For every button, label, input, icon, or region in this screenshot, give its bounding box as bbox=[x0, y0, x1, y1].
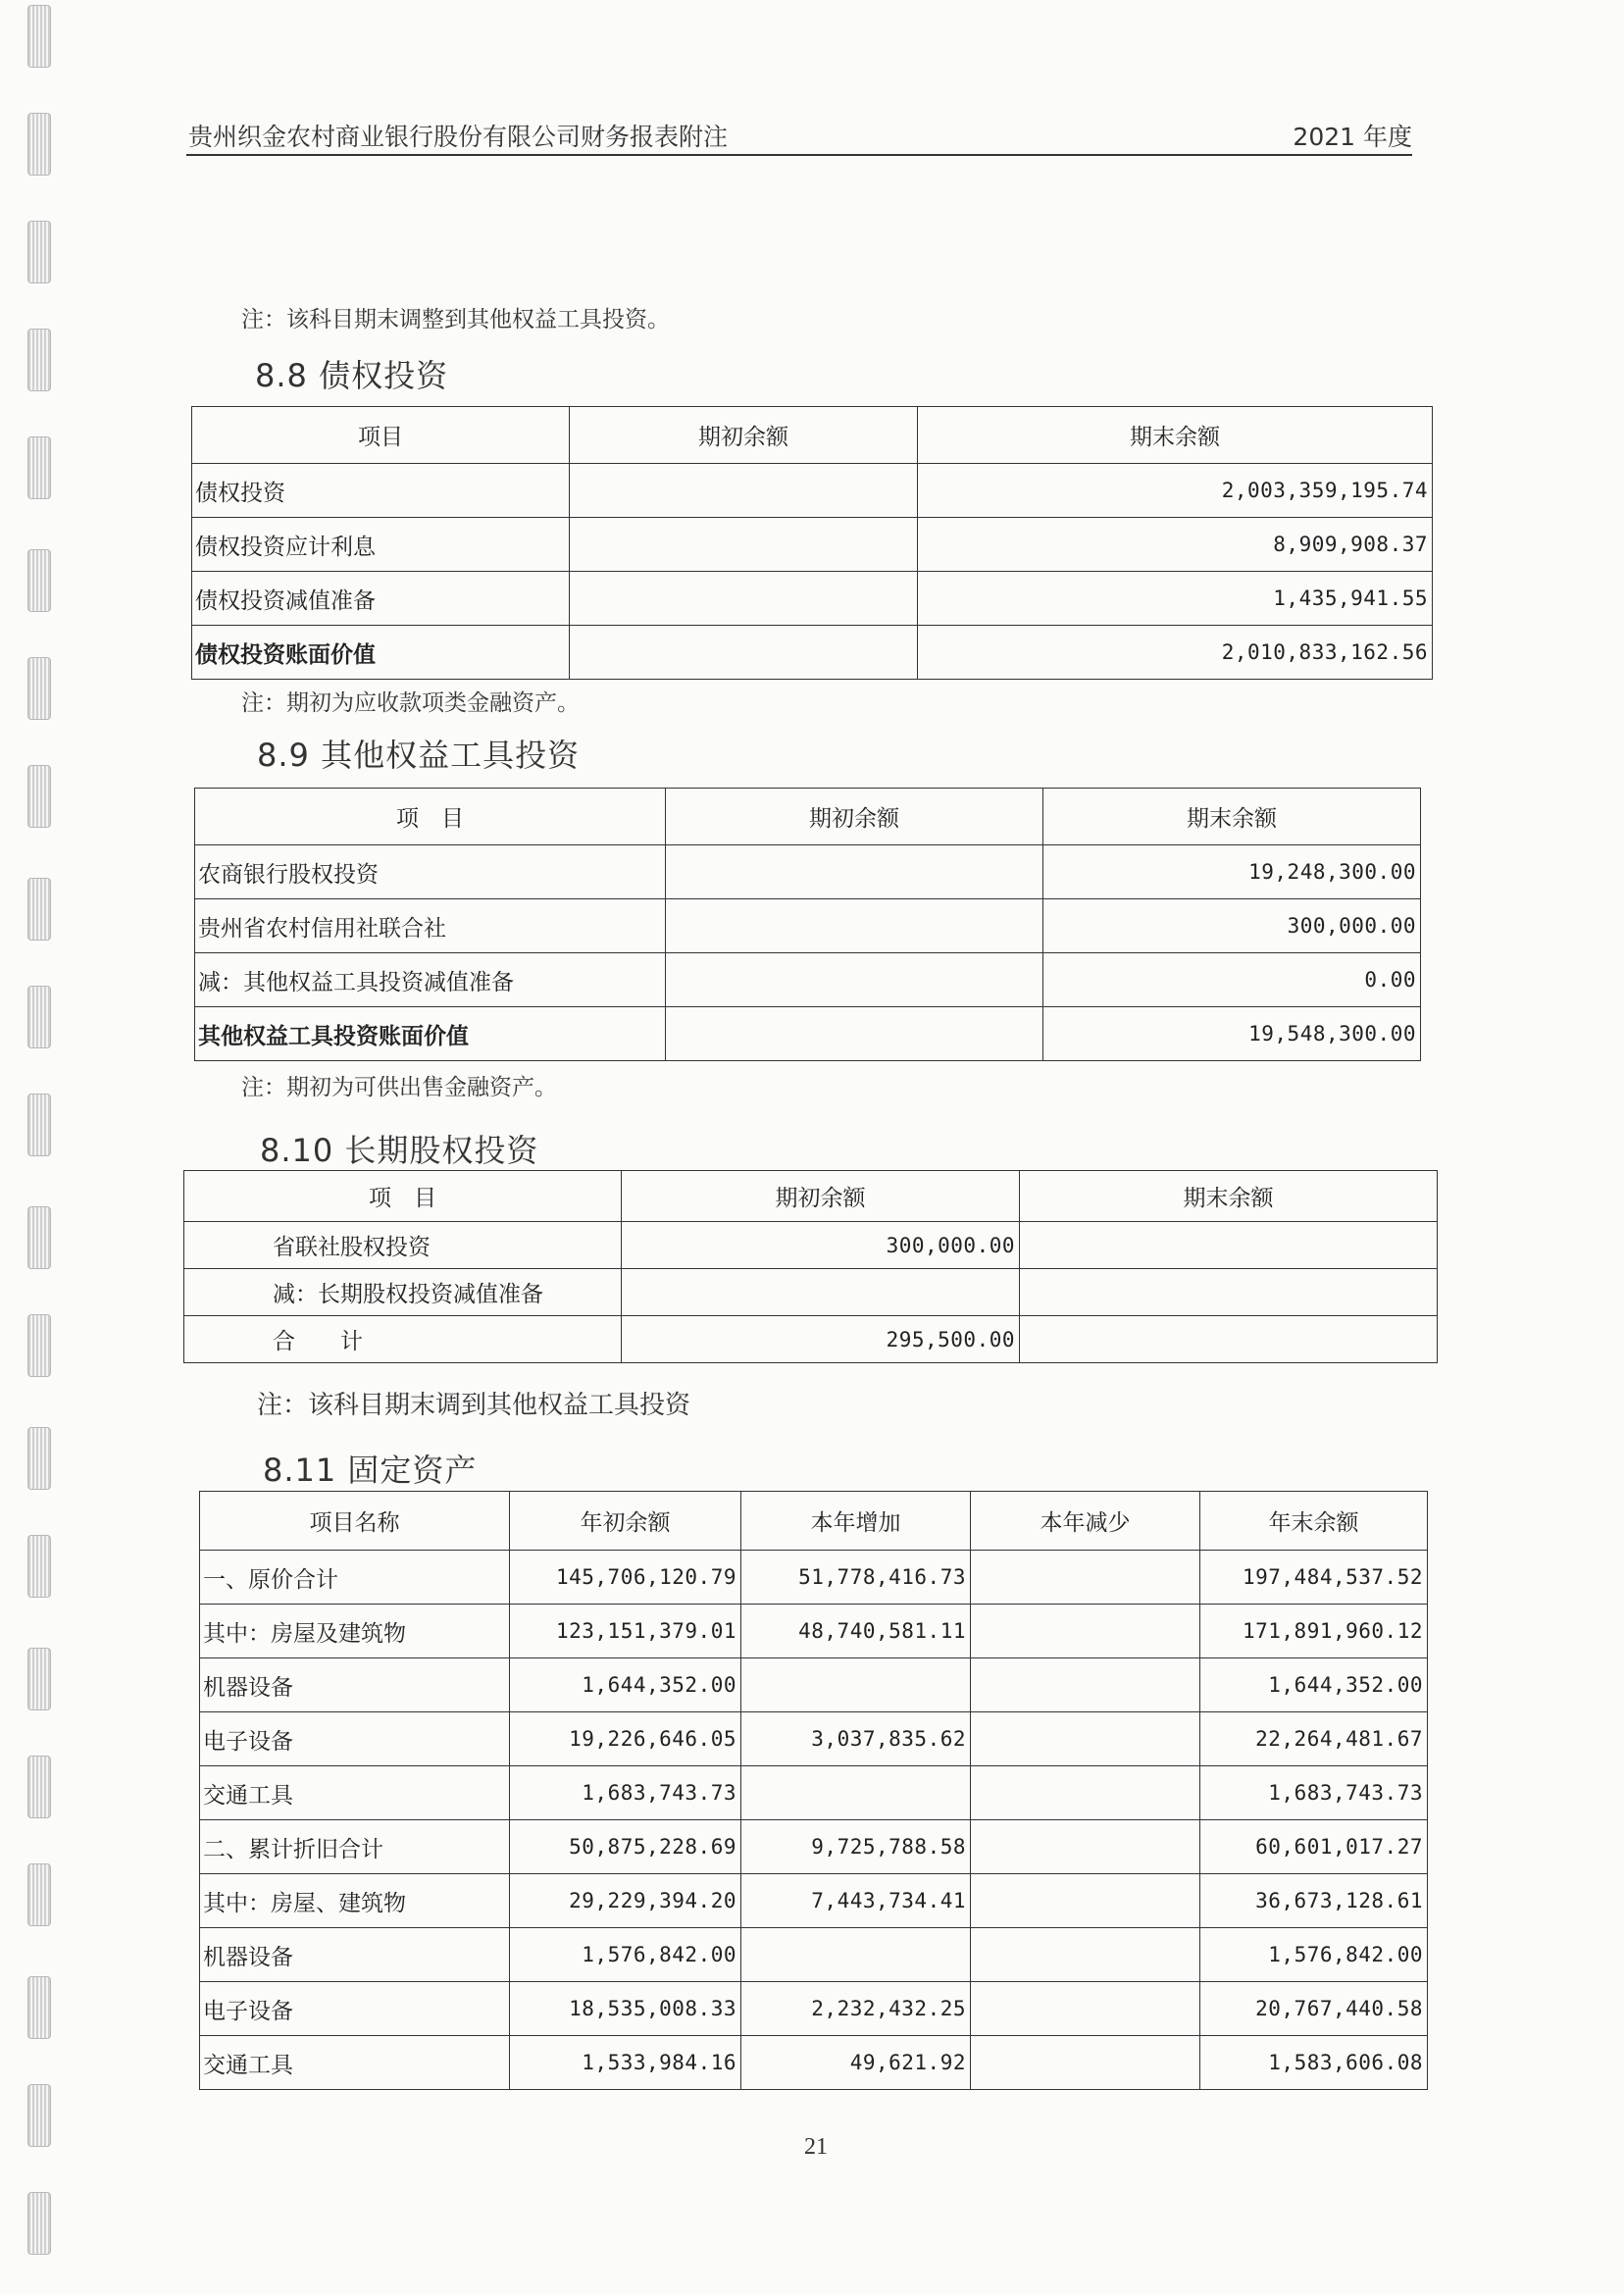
cell-decrease bbox=[971, 2036, 1200, 2090]
cell-decrease bbox=[971, 1658, 1200, 1712]
cell-begin bbox=[622, 1269, 1020, 1316]
table-row bbox=[192, 518, 1433, 572]
cell-begin: 1,533,984.16 bbox=[510, 2036, 741, 2090]
cell-decrease bbox=[971, 1982, 1200, 2036]
row-label: 债权投资 bbox=[192, 464, 570, 518]
row-label: 交通工具 bbox=[200, 1766, 510, 1820]
cell-end: 171,891,960.12 bbox=[1200, 1605, 1428, 1658]
binding-hole bbox=[27, 657, 51, 720]
report-header-year: 2021 年度 bbox=[1293, 123, 1412, 151]
cell-increase: 49,621.92 bbox=[741, 2036, 971, 2090]
cell-begin: 19,226,646.05 bbox=[510, 1712, 741, 1766]
cell-end: 197,484,537.52 bbox=[1200, 1551, 1428, 1605]
column-header: 项 目 bbox=[195, 789, 666, 845]
table-row bbox=[200, 1658, 1428, 1712]
binding-hole bbox=[27, 986, 51, 1048]
row-label: 合 计 bbox=[184, 1316, 622, 1363]
column-header: 项目名称 bbox=[200, 1492, 510, 1551]
row-label: 减：长期股权投资减值准备 bbox=[184, 1269, 622, 1316]
cell-end: 19,548,300.00 bbox=[1043, 1007, 1421, 1061]
binding-hole bbox=[27, 1427, 51, 1490]
cell-increase bbox=[741, 1658, 971, 1712]
table-row bbox=[200, 1928, 1428, 1982]
cell-end: 300,000.00 bbox=[1043, 899, 1421, 953]
cell-begin bbox=[666, 1007, 1043, 1061]
binding-hole bbox=[27, 1756, 51, 1818]
table-row bbox=[192, 572, 1433, 626]
cell-begin: 1,576,842.00 bbox=[510, 1928, 741, 1982]
cell-begin bbox=[570, 572, 918, 626]
cell-increase bbox=[741, 1766, 971, 1820]
table-row bbox=[200, 1820, 1428, 1874]
cell-begin: 50,875,228.69 bbox=[510, 1820, 741, 1874]
cell-end bbox=[1020, 1222, 1438, 1269]
cell-begin bbox=[570, 464, 918, 518]
table-long-term-equity-investment bbox=[183, 1170, 1438, 1363]
binding-hole bbox=[27, 2084, 51, 2147]
binding-hole bbox=[27, 1314, 51, 1377]
cell-end: 19,248,300.00 bbox=[1043, 845, 1421, 899]
cell-end: 1,435,941.55 bbox=[918, 572, 1433, 626]
table-row bbox=[200, 1551, 1428, 1605]
cell-end: 1,576,842.00 bbox=[1200, 1928, 1428, 1982]
column-header: 期末余额 bbox=[1020, 1171, 1438, 1222]
table-debt-investment bbox=[191, 406, 1433, 680]
cell-begin: 295,500.00 bbox=[622, 1316, 1020, 1363]
cell-end: 20,767,440.58 bbox=[1200, 1982, 1428, 2036]
binding-hole bbox=[27, 1206, 51, 1269]
section-title-8-10: 8.10 长期股权投资 bbox=[260, 1132, 539, 1169]
cell-begin bbox=[570, 626, 918, 680]
table-fixed-assets bbox=[199, 1491, 1428, 2090]
cell-end: 1,683,743.73 bbox=[1200, 1766, 1428, 1820]
binding-hole bbox=[27, 221, 51, 283]
table-row bbox=[200, 1766, 1428, 1820]
binding-hole bbox=[27, 1648, 51, 1710]
cell-end bbox=[1020, 1316, 1438, 1363]
cell-decrease bbox=[971, 1766, 1200, 1820]
binding-holes bbox=[27, 0, 57, 2294]
row-label: 债权投资减值准备 bbox=[192, 572, 570, 626]
column-header: 项 目 bbox=[184, 1171, 622, 1222]
cell-begin bbox=[666, 953, 1043, 1007]
table-row bbox=[184, 1269, 1438, 1316]
cell-increase: 2,232,432.25 bbox=[741, 1982, 971, 2036]
table-row bbox=[200, 1874, 1428, 1928]
header-divider bbox=[186, 154, 1412, 156]
table-row bbox=[200, 1712, 1428, 1766]
cell-end: 1,644,352.00 bbox=[1200, 1658, 1428, 1712]
table-row bbox=[192, 464, 1433, 518]
cell-begin bbox=[570, 518, 918, 572]
cell-begin: 29,229,394.20 bbox=[510, 1874, 741, 1928]
row-label: 电子设备 bbox=[200, 1712, 510, 1766]
cell-end: 22,264,481.67 bbox=[1200, 1712, 1428, 1766]
column-header: 期初余额 bbox=[622, 1171, 1020, 1222]
column-header: 期初余额 bbox=[570, 407, 918, 464]
cell-end bbox=[1020, 1269, 1438, 1316]
row-label: 债权投资账面价值 bbox=[192, 626, 570, 680]
row-label: 电子设备 bbox=[200, 1982, 510, 2036]
table-row bbox=[195, 899, 1421, 953]
report-header-title: 贵州织金农村商业银行股份有限公司财务报表附注 bbox=[188, 123, 729, 151]
binding-hole bbox=[27, 436, 51, 499]
binding-hole bbox=[27, 329, 51, 391]
table-row bbox=[195, 953, 1421, 1007]
cell-end: 60,601,017.27 bbox=[1200, 1820, 1428, 1874]
cell-end: 2,010,833,162.56 bbox=[918, 626, 1433, 680]
row-label: 其中：房屋及建筑物 bbox=[200, 1605, 510, 1658]
table-other-equity-investment bbox=[194, 788, 1421, 1061]
note-8-8: 注：期初为应收款项类金融资产。 bbox=[241, 690, 580, 716]
row-label: 减：其他权益工具投资减值准备 bbox=[195, 953, 666, 1007]
binding-hole bbox=[27, 765, 51, 828]
table-row bbox=[200, 2036, 1428, 2090]
cell-increase: 48,740,581.11 bbox=[741, 1605, 971, 1658]
row-label: 农商银行股权投资 bbox=[195, 845, 666, 899]
cell-increase: 7,443,734.41 bbox=[741, 1874, 971, 1928]
column-header: 项目 bbox=[192, 407, 570, 464]
binding-hole bbox=[27, 5, 51, 68]
cell-begin: 145,706,120.79 bbox=[510, 1551, 741, 1605]
cell-decrease bbox=[971, 1551, 1200, 1605]
cell-begin bbox=[666, 899, 1043, 953]
row-label: 债权投资应计利息 bbox=[192, 518, 570, 572]
table-row bbox=[200, 1605, 1428, 1658]
cell-increase: 3,037,835.62 bbox=[741, 1712, 971, 1766]
cell-begin: 18,535,008.33 bbox=[510, 1982, 741, 2036]
column-header: 期末余额 bbox=[1043, 789, 1421, 845]
section-title-8-8: 8.8 债权投资 bbox=[255, 357, 449, 394]
row-label: 二、累计折旧合计 bbox=[200, 1820, 510, 1874]
cell-decrease bbox=[971, 1605, 1200, 1658]
cell-decrease bbox=[971, 1712, 1200, 1766]
row-label: 一、原价合计 bbox=[200, 1551, 510, 1605]
binding-hole bbox=[27, 549, 51, 612]
binding-hole bbox=[27, 1863, 51, 1926]
cell-begin: 1,683,743.73 bbox=[510, 1766, 741, 1820]
binding-hole bbox=[27, 1535, 51, 1598]
section-title-8-11: 8.11 固定资产 bbox=[263, 1452, 478, 1489]
row-label: 机器设备 bbox=[200, 1928, 510, 1982]
column-header: 期初余额 bbox=[666, 789, 1043, 845]
row-label: 其中：房屋、建筑物 bbox=[200, 1874, 510, 1928]
binding-hole bbox=[27, 1094, 51, 1156]
table-row bbox=[184, 1316, 1438, 1363]
table-row bbox=[195, 845, 1421, 899]
row-label: 机器设备 bbox=[200, 1658, 510, 1712]
row-label: 省联社股权投资 bbox=[184, 1222, 622, 1269]
column-header: 年末余额 bbox=[1200, 1492, 1428, 1551]
cell-begin: 300,000.00 bbox=[622, 1222, 1020, 1269]
table-row bbox=[184, 1222, 1438, 1269]
cell-end: 8,909,908.37 bbox=[918, 518, 1433, 572]
column-header: 年初余额 bbox=[510, 1492, 741, 1551]
binding-hole bbox=[27, 2192, 51, 2255]
cell-increase: 9,725,788.58 bbox=[741, 1820, 971, 1874]
column-header: 期末余额 bbox=[918, 407, 1433, 464]
binding-hole bbox=[27, 1976, 51, 2039]
note-top: 注：该科目期末调整到其他权益工具投资。 bbox=[241, 307, 670, 332]
note-8-9: 注：期初为可供出售金融资产。 bbox=[241, 1075, 557, 1100]
table-row bbox=[192, 626, 1433, 680]
cell-begin: 1,644,352.00 bbox=[510, 1658, 741, 1712]
cell-begin: 123,151,379.01 bbox=[510, 1605, 741, 1658]
table-row bbox=[200, 1982, 1428, 2036]
binding-hole bbox=[27, 113, 51, 176]
section-title-8-9: 8.9 其他权益工具投资 bbox=[257, 737, 581, 774]
column-header: 本年增加 bbox=[741, 1492, 971, 1551]
cell-decrease bbox=[971, 1820, 1200, 1874]
cell-increase: 51,778,416.73 bbox=[741, 1551, 971, 1605]
column-header: 本年减少 bbox=[971, 1492, 1200, 1551]
table-row bbox=[195, 1007, 1421, 1061]
row-label: 交通工具 bbox=[200, 2036, 510, 2090]
row-label: 贵州省农村信用社联合社 bbox=[195, 899, 666, 953]
cell-end: 0.00 bbox=[1043, 953, 1421, 1007]
cell-begin bbox=[666, 845, 1043, 899]
cell-end: 1,583,606.08 bbox=[1200, 2036, 1428, 2090]
cell-increase bbox=[741, 1928, 971, 1982]
cell-end: 36,673,128.61 bbox=[1200, 1874, 1428, 1928]
page-number: 21 bbox=[804, 2134, 828, 2160]
cell-end: 2,003,359,195.74 bbox=[918, 464, 1433, 518]
binding-hole bbox=[27, 878, 51, 941]
cell-decrease bbox=[971, 1874, 1200, 1928]
row-label: 其他权益工具投资账面价值 bbox=[195, 1007, 666, 1061]
note-8-10: 注：该科目期末调到其他权益工具投资 bbox=[257, 1391, 691, 1420]
cell-decrease bbox=[971, 1928, 1200, 1982]
